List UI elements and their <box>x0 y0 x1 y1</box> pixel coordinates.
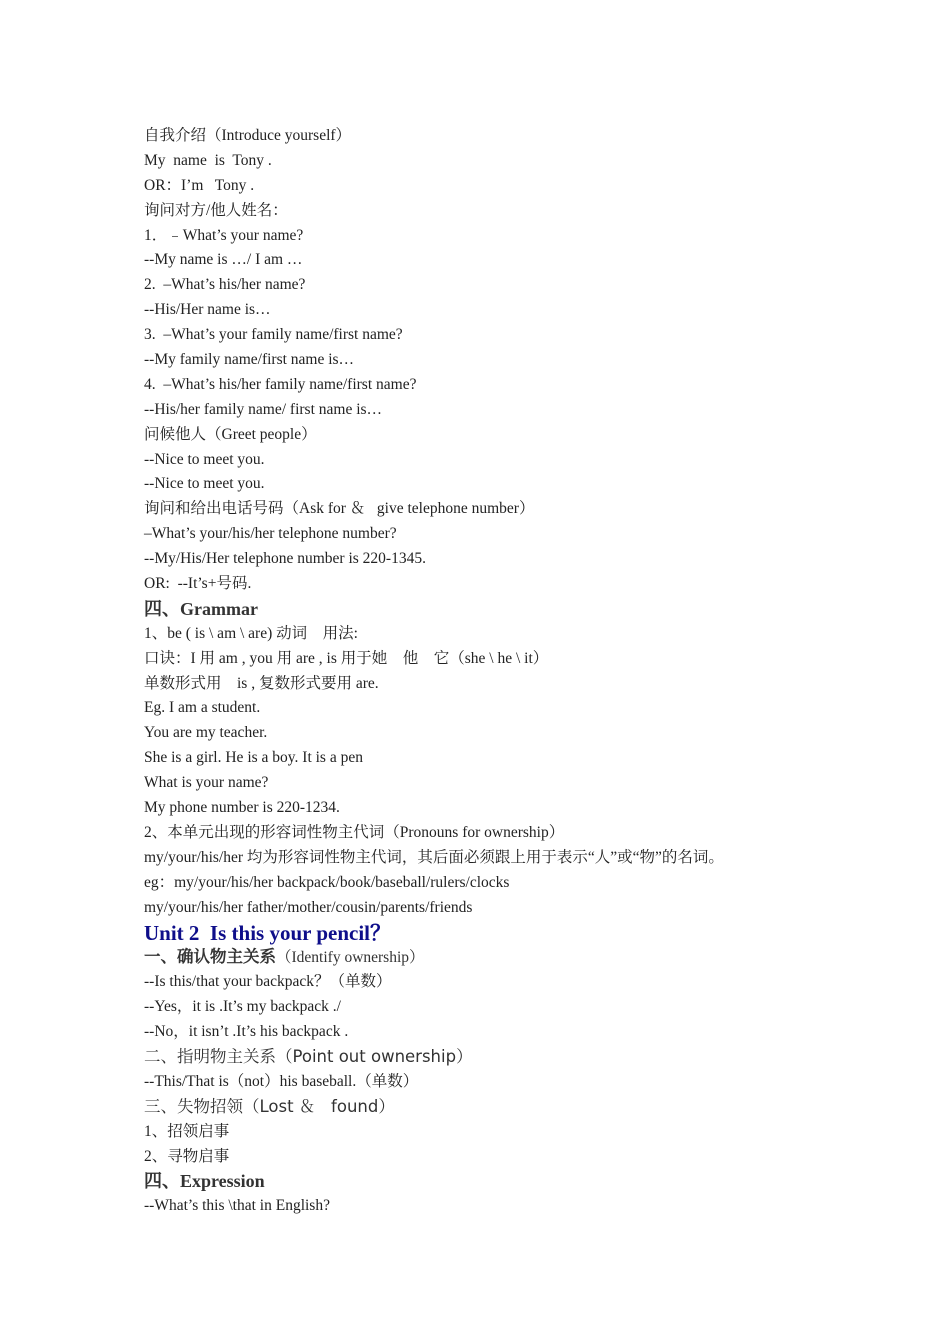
text-line: 2、本单元出现的形容词性物主代词（Pronouns for ownership） <box>144 823 565 841</box>
section-heading-lost-found: 三、失物招领（Lost ＆ found） <box>144 1096 395 1116</box>
text-line: --His/her family name/ first name is… <box>144 400 383 418</box>
section-heading-expression: 四、Expression <box>144 1171 265 1192</box>
heading-bold-part: 一、确认物主关系 <box>144 947 276 967</box>
text-line: eg：my/your/his/her backpack/book/baseball/rulers/clocks <box>144 873 510 891</box>
text-line: 3. –What’s your family name/first name? <box>144 326 403 344</box>
text-line: --My name is …/ I am … <box>144 251 303 269</box>
section-heading-grammar: 四、Grammar <box>144 598 258 619</box>
text-line: My name is Tony . <box>144 151 272 169</box>
unit-title: Unit 2 Is this your pencil？ <box>144 920 391 945</box>
text-line: my/your/his/her father/mother/cousin/parents/friends <box>144 898 473 916</box>
text-line: –What’s your/his/her telephone number? <box>144 525 397 543</box>
text-line: 1、招领启事 <box>144 1122 230 1140</box>
text-line: 单数形式用 is , 复数形式要用 are. <box>144 674 379 692</box>
text-line: 1、be ( is \ am \ are) 动词 用法: <box>144 624 358 642</box>
text-line: 1．﹣What’s your name? <box>144 226 304 244</box>
section-heading-identify <box>144 945 844 970</box>
text-line: OR：I’m Tony . <box>144 176 255 194</box>
text-line: What is your name? <box>144 774 269 792</box>
text-line: 询问和给出电话号码（Ask for ＆ give telephone number） <box>144 500 535 518</box>
text-line: OR: --It’s+号码. <box>144 575 252 593</box>
text-line: --Nice to meet you. <box>144 475 265 493</box>
document-body <box>144 124 844 1219</box>
section-heading-point-out: 二、指明物主关系（Point out ownership） <box>144 1046 473 1066</box>
text-line: 口诀：I 用 am , you 用 are , is 用于她 他 它（she \ he \ it） <box>144 649 549 667</box>
text-line: My phone number is 220-1234. <box>144 799 340 817</box>
text-line: 4. –What’s his/her family name/first name? <box>144 375 417 393</box>
text-line: 询问对方/他人姓名： <box>144 201 288 219</box>
text-line: --My family name/first name is… <box>144 351 355 369</box>
text-line: --No，it isn’t .It’s his backpack . <box>144 1023 349 1041</box>
text-line: Eg. I am a student. <box>144 699 261 717</box>
text-line: my/your/his/her 均为形容词性物主代词，其后面必须跟上用于表示“人”或“物”的名词。 <box>144 848 724 866</box>
text-line: You are my teacher. <box>144 724 268 742</box>
text-line: --Yes，it is .It’s my backpack ./ <box>144 998 341 1016</box>
heading-normal-part: （Identify ownership） <box>276 949 425 967</box>
text-line: 问候他人（Greet people） <box>144 425 317 443</box>
text-line: --My/His/Her telephone number is 220-1345. <box>144 550 426 568</box>
text-line: --What’s this \that in English? <box>144 1197 330 1215</box>
text-line: 2、寻物启事 <box>144 1147 230 1165</box>
text-line: --His/Her name is… <box>144 301 271 319</box>
text-line: 2. –What’s his/her name? <box>144 276 306 294</box>
text-line: She is a girl. He is a boy. It is a pen <box>144 749 363 767</box>
text-line: --This/That is（not）his baseball.（单数） <box>144 1072 419 1090</box>
text-line: --Is this/that your backpack？（单数） <box>144 973 392 991</box>
text-line: 自我介绍（Introduce yourself） <box>144 127 352 144</box>
text-line: --Nice to meet you. <box>144 450 265 468</box>
